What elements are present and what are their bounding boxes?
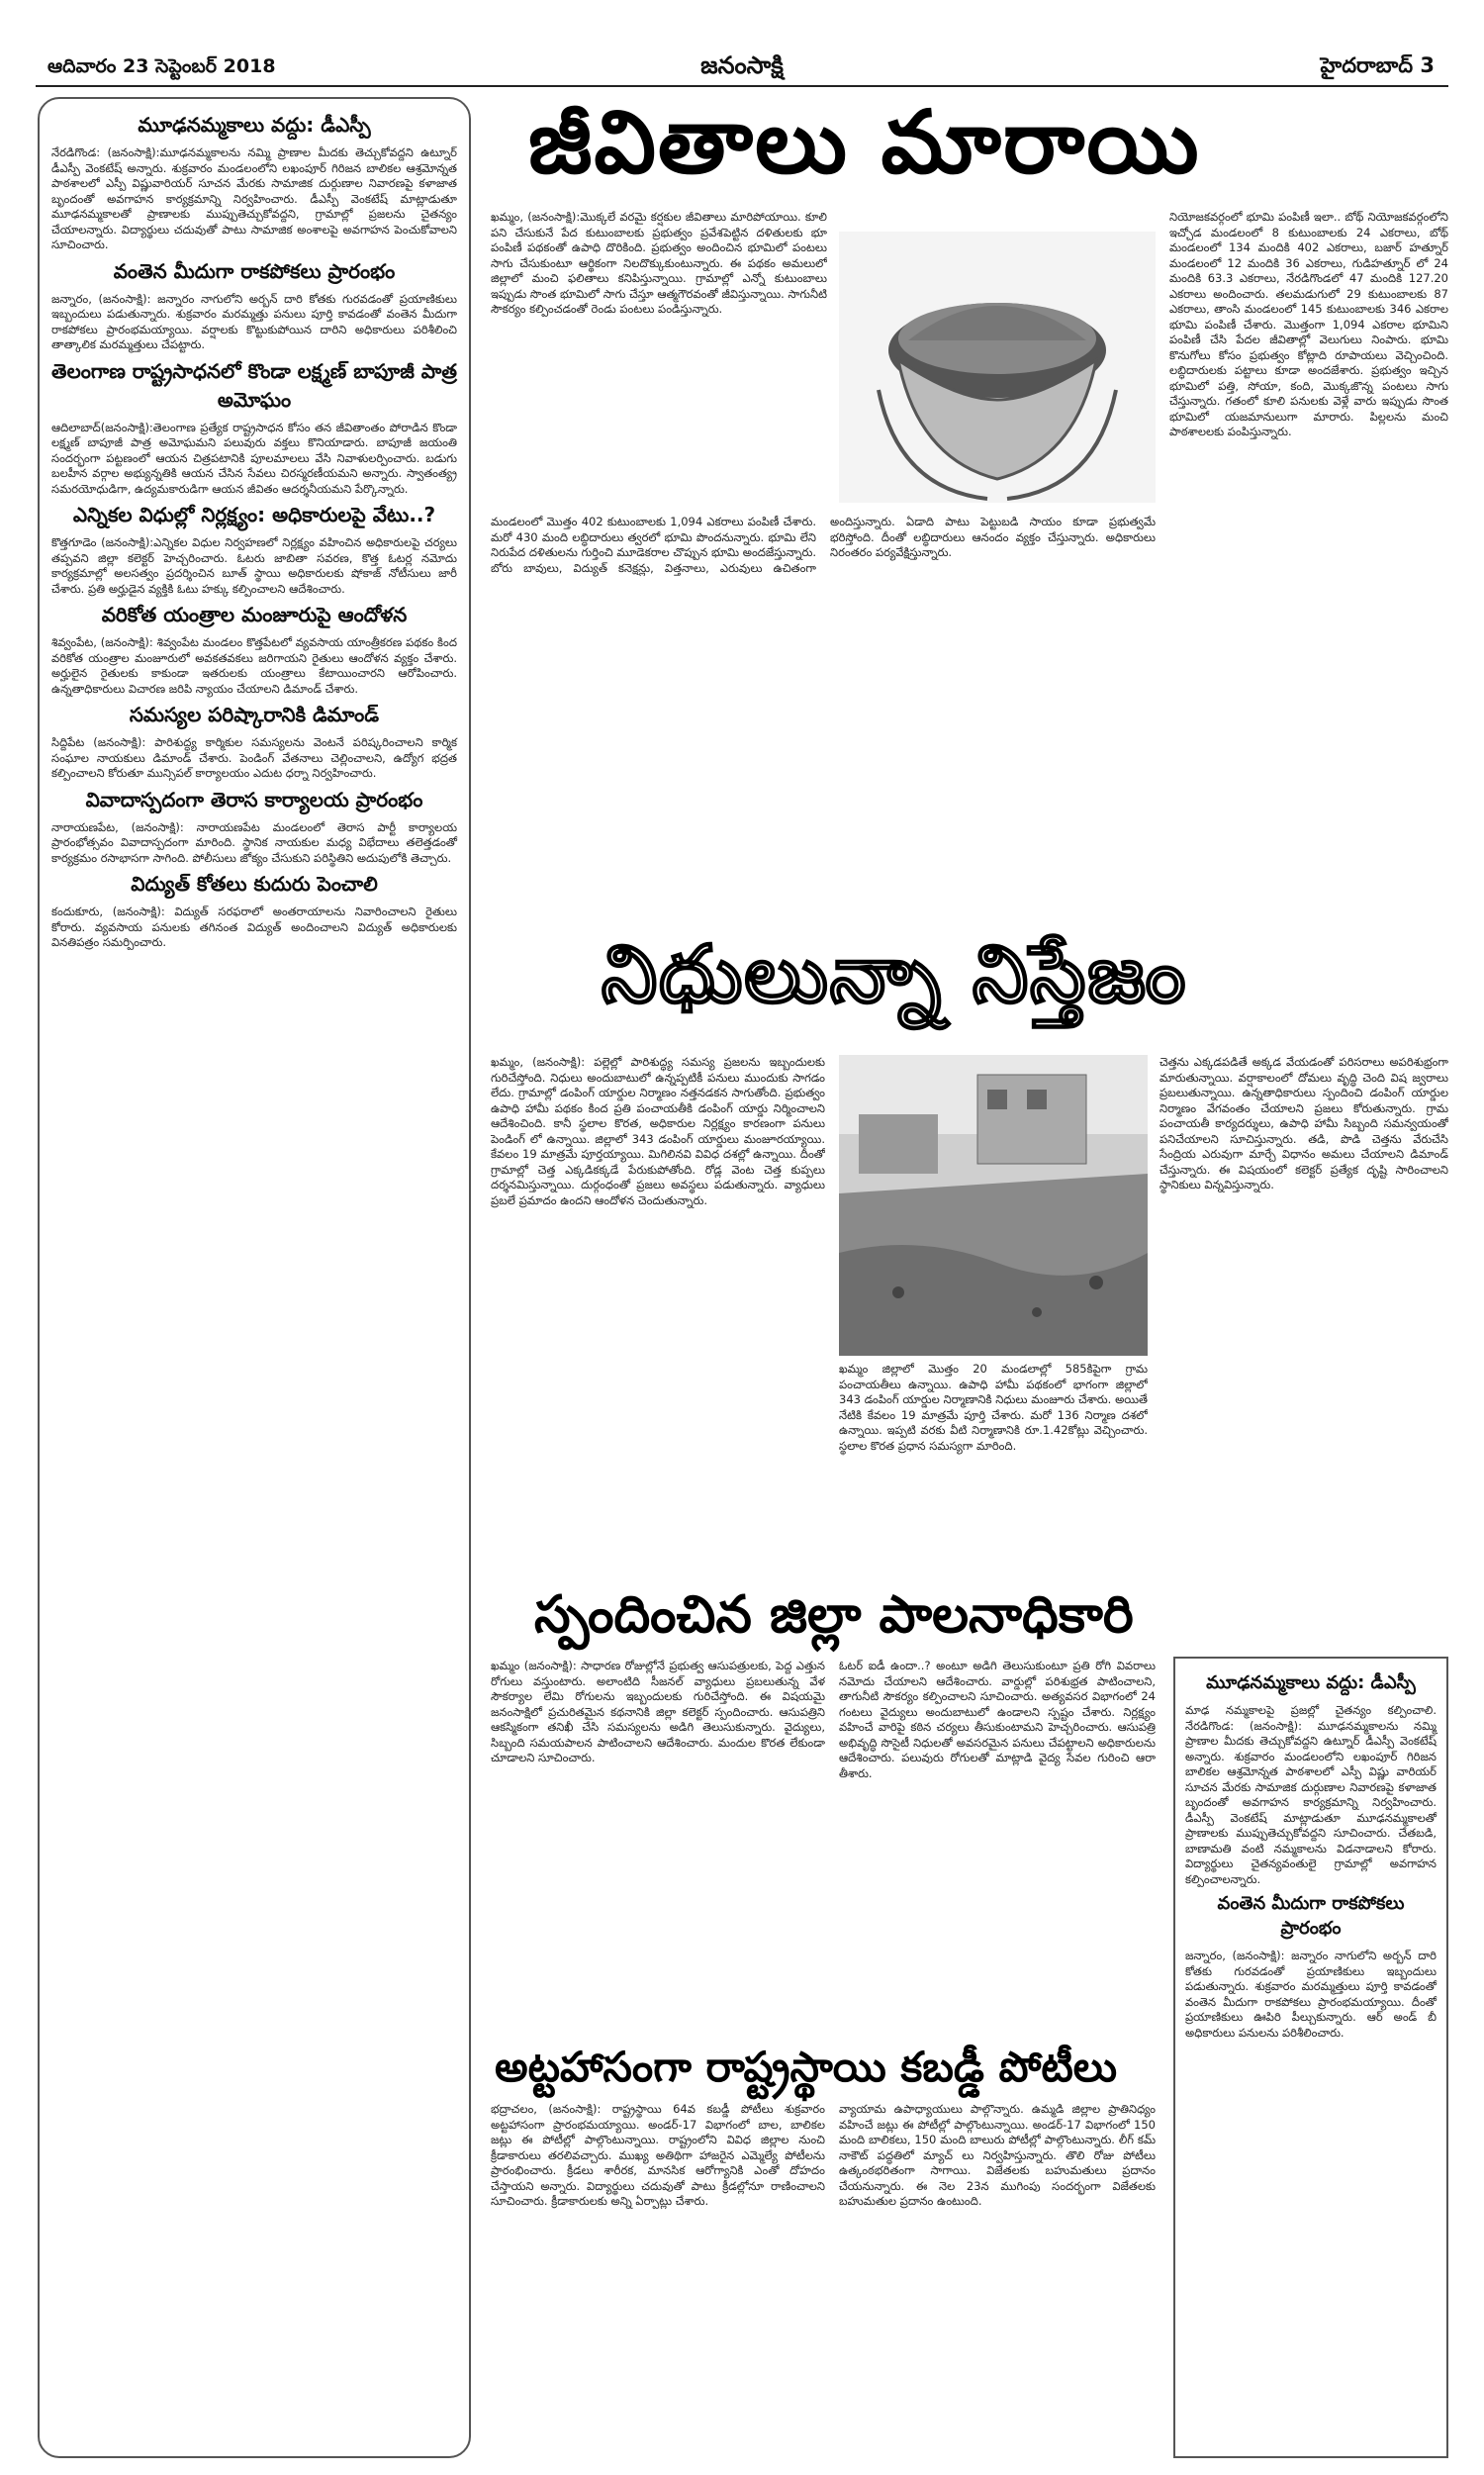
story1-headline: జీవితాలు మారాయి xyxy=(528,91,1201,193)
brief-item xyxy=(51,872,457,951)
construction-site-illustration xyxy=(839,1055,1148,1356)
brief-headline: వంతెన మీదుగా రాకపోకలు ప్రారంభం xyxy=(1217,1893,1405,1939)
brief-body: జన్నారం, (జనంసాక్షి): జన్నారం నాగులోని అర్బన్ దారి కోతకు గురవడంతో ప్రయాణికులు ఇబ్బందులు పడుతున్నారు. శుక్రవారం మరమ్మత్తు పనులు పూర్తి కావడంతో వంతెన మీదుగా రాకపోకలు ప్రారంభమయ్యాయి. వర్షాలకు కొట్టుకుపోయిన దారిని అధికారులు పరిశీలించి తాత్కాలిక మరమ్మత్తులు చేపట్టారు. xyxy=(51,291,457,351)
hands-holding-soil-illustration xyxy=(839,232,1156,503)
story4-headline: అట్టహాసంగా రాష్ట్రస్థాయి కబడ్డీ పోటీలు xyxy=(495,2043,1118,2091)
story4-column-a: భద్రాచలం, (జనంసాక్షి): రాష్ట్రస్థాయి 64వ కబడ్డీ పోటీలు శుక్రవారం అట్టహాసంగా ప్రారంభమయ్యాయి. అండర్-17 విభాగంలో బాల, బాలికల జట్లు ఈ పోటీల్లో పాల్గొంటున్నాయి. రాష్ట్రంలోని వివిధ జిల్లాల నుంచి క్రీడాకారులు తరలివచ్చారు. ముఖ్య అతిథిగా హాజరైన ఎమ్మెల్యే పోటీలను ప్రారంభించారు. క్రీడలు శారీరక, మానసిక ఆరోగ్యానికి ఎంతో దోహదం చేస్తాయని అన్నారు. విద్యార్థులు చదువుతో పాటు క్రీడల్లోనూ రాణించాలని సూచించారు. క్రీడాకారులకు అన్ని ఏర్పాట్లు చేశారు. xyxy=(491,2102,825,2208)
brief-item xyxy=(51,603,457,697)
masthead xyxy=(0,0,1484,87)
story2-headline: నిధులున్నా నిస్తేజం xyxy=(602,928,1188,1020)
brief-headline: వరికోత యంత్రాల మంజూరుపై ఆందోళన xyxy=(101,603,408,626)
brief-body: జన్నారం, (జనంసాక్షి): జన్నారం నాగులోని అర్బన్ దారి కోతకు గురవడంతో ప్రయాణికులు ఇబ్బందులు పడుతున్నారు. శుక్రవారం మరమ్మత్తులు పూర్తి కావడంతో వంతెన మీదుగా రాకపోకలు ప్రారంభమయ్యాయి. దీంతో ప్రయాణికులు ఊపిరి పీల్చుకున్నారు. ఆర్ అండ్ బీ అధికారులు పనులను పరిశీలించారు. xyxy=(1185,1949,1437,2040)
brief-item xyxy=(51,113,457,253)
brief-body: శివ్వంపేట, (జనంసాక్షి): శివ్వంపేట మండలం కొత్తపేటలో వ్యవసాయ యాంత్రీకరణ పథకం కింద వరికోత యంత్రాల మంజూరులో అవకతవకలు జరిగాయని రైతులు ఆందోళన వ్యక్తం చేశారు. అర్హులైన రైతులకు కాకుండా ఇతరులకు యంత్రాలు కేటాయించారని ఆరోపించారు. ఉన్నతాధికారులు విచారణ జరిపి న్యాయం చేయాలని డిమాండ్ చేశారు. xyxy=(51,635,457,696)
story2-column-c: చెత్తను ఎక్కడపడితే అక్కడ వేయడంతో పరిసరాలు అపరిశుభ్రంగా మారుతున్నాయి. వర్షాకాలంలో దోమలు వృద్ధి చెంది విష జ్వరాలు ప్రబలుతున్నాయి. ఉన్నతాధికారులు స్పందించి డంపింగ్ యార్డుల నిర్మాణం వేగవంతం చేయాలని ప్రజలు కోరుతున్నారు. గ్రామ పంచాయతీ కార్యదర్శులు, ఉపాధి హామీ సిబ్బంది సమన్వయంతో పనిచేయాలని సూచిస్తున్నారు. తడి, పొడి చెత్తను వేరుచేసి సేంద్రియ ఎరువుగా మార్చే విధానం అమలు చేయాలని డిమాండ్ చేస్తున్నారు. ఈ విషయంలో కలెక్టర్ ప్రత్యేక దృష్టి సారించాలని స్థానికులు విన్నవిస్తున్నారు. xyxy=(1159,1055,1448,1191)
city-page-number: హైదరాబాద్ 3 xyxy=(1320,53,1435,77)
story4-column-b: వ్యాయామ ఉపాధ్యాయులు పాల్గొన్నారు. ఉమ్మడి జిల్లాల ప్రాతినిధ్యం వహించే జట్లు ఈ పోటీల్లో పాల్గొంటున్నాయి. అండర్-17 విభాగంలో 150 మంది బాలికలు, 150 మంది బాలురు పోటీల్లో పాల్గొంటున్నారు. లీగ్ కమ్ నాకౌట్ పద్ధతిలో మ్యాచ్ లు నిర్వహిస్తున్నారు. తొలి రోజు పోటీలు ఉత్కంఠభరితంగా సాగాయి. విజేతలకు బహుమతులు ప్రదానం చేయనున్నారు. ఈ నెల 23న ముగింపు సందర్భంగా విజేతలకు బహుమతుల ప్రదానం ఉంటుంది. xyxy=(839,2102,1156,2208)
brief-item xyxy=(51,359,457,498)
brief-body: నారాయణపేట, (జనంసాక్షి): నారాయణపేట మండలంలో తెరాస పార్టీ కార్యాలయ ప్రారంభోత్సవం వివాదాస్పదంగా మారింది. స్థానిక నాయకుల మధ్య విభేదాలు తలెత్తడంతో కార్యక్రమం రసాభాసగా సాగింది. పోలీసులు జోక్యం చేసుకుని పరిస్థితిని అదుపులోకి తెచ్చారు. xyxy=(51,819,457,865)
story1-column-a: ఖమ్మం, (జనంసాక్షి):మొక్కలే వరమై కర్షకుల జీవితాలు మారిపోయాయి. కూలి పని చేసుకునే పేద కుటుంబాలకు ప్రభుత్వం ప్రవేశపెట్టిన దళితులకు భూ పంపిణీ పథకంతో ఉపాధి దొరికింది. ప్రభుత్వం అందించిన భూమిలో పంటలు సాగు చేసుకుంటూ ఆర్థికంగా నిలదొక్కుకుంటున్నారు. ఈ పథకం అమలులో జిల్లాలో మంచి ఫలితాలు కనిపిస్తున్నాయి. గ్రామాల్లో ఎన్నో కుటుంబాలు ఇప్పుడు సొంత భూమిలో సాగు చేస్తూ ఆత్మగౌరవంతో జీవిస్తున్నాయి. సాగునీటి సౌకర్యం కల్పించడంతో రెండు పంటలు పండిస్తున్నారు. xyxy=(491,210,827,316)
brief-body: కొత్తగూడెం (జనంసాక్షి):ఎన్నికల విధుల నిర్వహణలో నిర్లక్ష్యం వహించిన అధికారులపై చర్యలు తప్పవని జిల్లా కలెక్టర్ హెచ్చరించారు. ఓటరు జాబితా సవరణ, కొత్త ఓటర్ల నమోదు కార్యక్రమాల్లో అలసత్వం ప్రదర్శించిన బూత్ స్థాయి అధికారులకు షోకాజ్ నోటీసులు జారీ చేశారు. ప్రతి అర్హుడైన వ్యక్తికి ఓటు హక్కు కల్పించాలని ఆదేశించారు. xyxy=(51,535,457,596)
brief-headline: తెలంగాణ రాష్ట్రసాధనలో కొండా లక్ష్మణ్ బాపూజీ పాత్ర అమోఘం xyxy=(51,358,457,412)
brief-body: ఆదిలాబాద్(జనంసాక్షి):తెలంగాణ ప్రత్యేక రాష్ట్రసాధన కోసం తన జీవితాంతం పోరాడిన కొండా లక్ష్మణ్ బాపూజీ పాత్ర అమోఘమని పలువురు వక్తలు కొనియాడారు. బాపూజీ జయంతి సందర్భంగా పట్టణంలో ఆయన చిత్రపటానికి పూలమాలలు వేసి నివాళులర్పించారు. బడుగు బలహీన వర్గాల అభ్యున్నతికి ఆయన చేసిన సేవలు చిరస్మరణీయమని అన్నారు. స్వాతంత్య్ర సమరయోధుడిగా, ఉద్యమకారుడిగా ఆయన జీవితం ఆదర్శనీయమని పేర్కొన్నారు. xyxy=(51,420,457,496)
story2-column-a: ఖమ్మం, (జనంసాక్షి): పల్లెల్లో పారిశుద్ధ్య సమస్య ప్రజలను ఇబ్బందులకు గురిచేస్తోంది. నిధులు అందుబాటులో ఉన్నప్పటికీ పనులు ముందుకు సాగడం లేదు. గ్రామాల్లో డంపింగ్ యార్డుల నిర్మాణం నత్తనడకన సాగుతోంది. ప్రభుత్వం ఉపాధి హామీ పథకం కింద ప్రతి పంచాయతీకి డంపింగ్ యార్డు నిర్మించాలని ఆదేశించింది. కానీ స్థలాల కొరత, అధికారుల నిర్లక్ష్యం కారణంగా పనులు పెండింగ్ లో ఉన్నాయి. జిల్లాలో 343 డంపింగ్ యార్డులు మంజూరయ్యాయి. కేవలం 19 మాత్రమే పూర్తయ్యాయి. మిగిలినవి వివిధ దశల్లో ఉన్నాయి. దీంతో గ్రామాల్లో చెత్త ఎక్కడికక్కడే పేరుకుపోతోంది. రోడ్ల వెంట చెత్త కుప్పలు దర్శనమిస్తున్నాయి. దుర్గంధంతో ప్రజలు అవస్థలు పడుతున్నారు. వ్యాధులు ప్రబలే ప్రమాదం ఉందని ఆందోళన చెందుతున్నారు. xyxy=(491,1055,825,1207)
brief-headline: మూఢనమ్మకాలు వద్దు: డీఎస్పీ xyxy=(138,113,371,137)
brief-body: నేరడిగొండ: (జనంసాక్షి):మూఢనమ్మకాలను నమ్మి ప్రాణాల మీదకు తెచ్చుకోవద్దని ఉట్నూర్ డీఎస్పీ వెంకటేష్ అన్నారు. శుక్రవారం మండలంలోని లఖంపూర్ గిరిజన బాలికల ఆశ్రమోన్నత పాఠశాలలో ఎస్పీ విష్ణువారియర్ సూచన మేరకు సామాజిక దుర్గుణాల నివారణపై కళాజాత బృందంతో అవగాహన కార్యక్రమాన్ని నిర్వహించారు. డీఎస్పీ వెంకటేష్ మాట్లాడుతూ మూఢనమ్మకాలతో ప్రాణాలకు ముప్పుతెచ్చుకోవద్దని, గ్రామాల్లో ప్రజలను చైతన్యం చేయాలన్నారు. విద్యార్థులు చదువుతో పాటు సామాజిక అంశాలపై అవగాహన పెంచుకోవాలని సూచించారు. xyxy=(51,145,457,251)
story3-headline: స్పందించిన జిల్లా పాలనాధికారి xyxy=(534,1585,1134,1645)
right-briefs-box xyxy=(1173,1657,1448,2458)
story1-column-c: నియోజకవర్గంలో భూమి పంపిణీ ఇలా.. బోథ్ నియోజకవర్గంలోని ఇచ్చోడ మండలంలో 8 కుటుంబాలకు 24 ఎకరాలు, బోథ్ మండలంలో 134 మందికి 402 ఎకరాలు, బజార్ హత్నూర్ మండలంలో 12 మందికి 36 ఎకరాలు, గుడిహత్నూర్ లో 24 మందికి 63.3 ఎకరాలు, నేరడిగొండలో 47 మందికి 127.20 ఎకరాలు అందించారు. తలమడుగులో 29 కుటుంబాలకు 87 ఎకరాలు, తాంసి మండలంలో 145 కుటుంబాలకు 346 ఎకరాల భూమి పంపిణీ చేశారు. మొత్తంగా 1,094 ఎకరాల భూమిని పంపిణీ చేసి పేదల జీవితాల్లో వెలుగులు నింపారు. భూమి కొనుగోలు కోసం ప్రభుత్వం కోట్లాది రూపాయలు వెచ్చించింది. లబ్ధిదారులకు పట్టాలు కూడా అందజేశారు. ప్రభుత్వం ఇచ్చిన భూమిలో పత్తి, సోయా, కంది, మొక్కజొన్న పంటలు సాగు చేస్తున్నారు. గతంలో కూలి పనులకు వెళ్లే వారు ఇప్పుడు సొంత భూమిలో యజమానులుగా మారారు. పిల్లలను మంచి పాఠశాలలకు పంపిస్తున్నారు. xyxy=(1169,210,1448,438)
brief-body: కందుకూరు, (జనంసాక్షి): విద్యుత్ సరఫరాలో అంతరాయాలను నివారించాలని రైతులు కోరారు. వ్యవసాయ పనులకు తగినంత విద్యుత్ అందించాలని విద్యుత్ అధికారులకు వినతిపత్రం సమర్పించారు. xyxy=(51,904,457,949)
paper-logo: జనంసాక్షి xyxy=(700,51,784,79)
brief-headline: సమస్యల పరిష్కారానికి డిమాండ్ xyxy=(129,703,380,726)
story1-photo-hands-with-soil xyxy=(839,232,1156,503)
brief-item xyxy=(51,503,457,597)
brief-body: సిద్దిపేట (జనంసాక్షి): పారిశుద్ధ్య కార్మికుల సమస్యలను వెంటనే పరిష్కరించాలని కార్మిక సంఘాల నాయకులు డిమాండ్ చేశారు. పెండింగ్ వేతనాలు చెల్లించాలని, ఉద్యోగ భద్రత కల్పించాలని కోరుతూ మున్సిపల్ కార్యాలయం ఎదుట ధర్నా నిర్వహించారు. xyxy=(51,735,457,780)
brief-headline: ఎన్నికల విధుల్లో నిర్లక్ష్యం: అధికారులపై వేటు..? xyxy=(72,503,436,526)
brief-headline: వివాదాస్పదంగా తెరాస కార్యాలయ ప్రారంభం xyxy=(85,787,423,811)
story3-column-a: ఖమ్మం (జనంసాక్షి): సాధారణ రోజుల్లోనే ప్రభుత్వ ఆసుపత్రులకు, పెద్ద ఎత్తున రోగులు వస్తుంటారు. అలాంటిది సీజనల్ వ్యాధులు ప్రబలుతున్న వేళ సౌకర్యాల లేమి రోగులను ఇబ్బందులకు గురిచేస్తోంది. ఈ విషయమై జనంసాక్షిలో ప్రచురితమైన కథనానికి జిల్లా కలెక్టర్ స్పందించారు. ఆసుపత్రిని ఆకస్మికంగా తనిఖీ చేసి సమస్యలను అడిగి తెలుసుకున్నారు. వైద్యులు, సిబ్బంది సమయపాలన పాటించాలని ఆదేశించారు. మందుల కొరత లేకుండా చూడాలని సూచించారు. xyxy=(491,1659,825,1764)
brief-headline: విద్యుత్ కోతలు కుదురు పెంచాలి xyxy=(131,872,378,896)
brief-item xyxy=(51,259,457,353)
story2-photo-dumping-yard xyxy=(839,1055,1148,1356)
brief-item xyxy=(51,788,457,867)
header-rule xyxy=(36,85,1448,87)
brief-headline: వంతెన మీదుగా రాకపోకలు ప్రారంభం xyxy=(113,258,396,283)
brief-headline: మూఢనమ్మకాలు వద్దు: డీఎస్పీ xyxy=(1206,1672,1416,1693)
sidebar-briefs xyxy=(38,97,471,2458)
story2-column-b: ఖమ్మం జిల్లాలో మొత్తం 20 మండలాల్లో 585కిపైగా గ్రామ పంచాయతీలు ఉన్నాయి. ఉపాధి హామీ పథకంలో భాగంగా జిల్లాలో 343 డంపింగ్ యార్డుల నిర్మాణానికి నిధులు మంజూరు చేశారు. అయితే నేటికి కేవలం 19 మాత్రమే పూర్తి చేశారు. మరో 136 నిర్మాణ దశలో ఉన్నాయి. ఇప్పటి వరకు వీటి నిర్మాణానికి రూ.1.42కోట్లు వెచ్చించారు. స్థలాల కొరత ప్రధాన సమస్యగా మారింది. xyxy=(839,1362,1148,1453)
story1-column-b: మండలంలో మొత్తం 402 కుటుంబాలకు 1,094 ఎకరాలు పంపిణీ చేశారు. మరో 430 మంది లబ్ధిదారులు త్వరలో భూమి పొందనున్నారు. భూమి లేని నిరుపేద దళితులను గుర్తించి మూడెకరాల చొప్పున భూమి అందజేస్తున్నారు. బోరు బావులు, విద్యుత్ కనెక్షన్లు, విత్తనాలు, ఎరువులు ఉచితంగా అందిస్తున్నారు. ఏడాది పాటు పెట్టుబడి సాయం కూడా ప్రభుత్వమే భరిస్తోంది. దీంతో లబ్ధిదారులు ఆనందం వ్యక్తం చేస్తున్నారు. అధికారులు నిరంతరం పర్యవేక్షిస్తున్నారు. xyxy=(491,515,1156,575)
brief-item xyxy=(51,703,457,782)
brief-body: మాఢ నమ్మకాలపై ప్రజల్లో చైతన్యం కల్పించాలి. నేరడిగొండ: (జనంసాక్షి): మూఢనమ్మకాలను నమ్మి ప్రాణాల మీదకు తెచ్చుకోవద్దని ఉట్నూర్ డీఎస్పీ వెంకటేష్ అన్నారు. శుక్రవారం మండలంలోని లఖంపూర్ గిరిజన బాలికల ఆశ్రమోన్నత పాఠశాలలో ఎస్పీ విష్ణు వారియర్ సూచన మేరకు సామాజిక దుర్గుణాల నివారణపై కళాజాత బృందంతో అవగాహన కార్యక్రమాన్ని నిర్వహించారు. డీఎస్పీ వెంకటేష్ మాట్లాడుతూ మూఢనమ్మకాలతో ప్రాణాలకు ముప్పుతెచ్చుకోవద్దని సూచించారు. చేతబడి, బాణామతి వంటి నమ్మకాలను విడనాడాలని కోరారు. విద్యార్థులు చైతన్యవంతులై గ్రామాల్లో అవగాహన కల్పించాలన్నారు. xyxy=(1185,1703,1437,1886)
story3-column-b: ఓటర్ ఐడీ ఉందా..? అంటూ అడిగి తెలుసుకుంటూ ప్రతి రోగి వివరాలు నమోదు చేయాలని ఆదేశించారు. వార్డుల్లో పరిశుభ్రత పాటించాలని, తాగునీటి సౌకర్యం కల్పించాలని సూచించారు. అత్యవసర విభాగంలో 24 గంటలు వైద్యులు అందుబాటులో ఉండాలని స్పష్టం చేశారు. నిర్లక్ష్యం వహించే వారిపై కఠిన చర్యలు తీసుకుంటామని హెచ్చరించారు. ఆసుపత్రి అభివృద్ధి సొసైటీ నిధులతో అవసరమైన పనులు చేపట్టాలని అధికారులను ఆదేశించారు. పలువురు రోగులతో మాట్లాడి వైద్య సేవల గురించి ఆరా తీశారు. xyxy=(839,1659,1156,1780)
issue-date: ఆదివారం 23 సెప్టెంబర్ 2018 xyxy=(47,55,276,77)
